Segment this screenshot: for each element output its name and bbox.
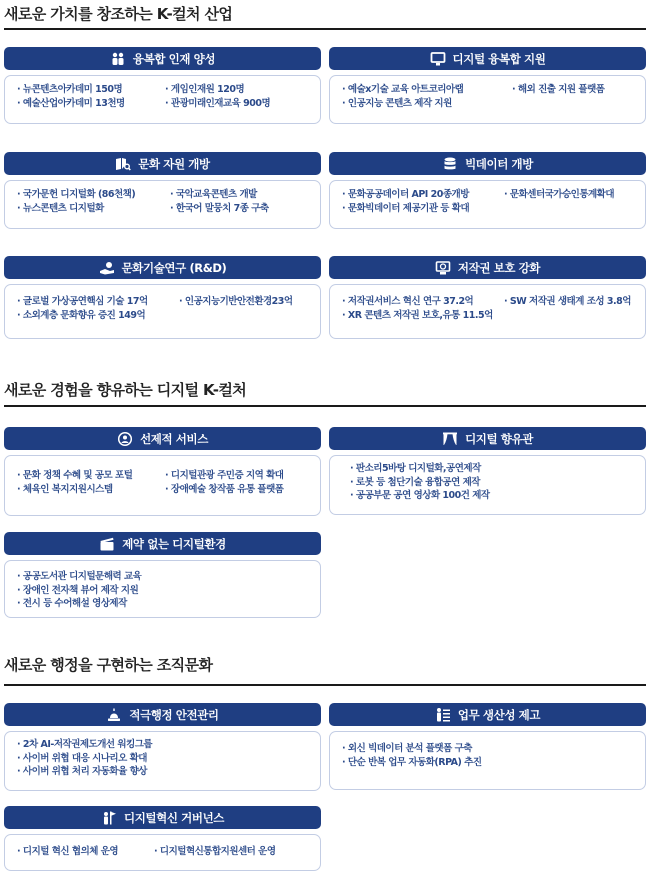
section-divider xyxy=(4,405,646,407)
list-item: · 체육인 복지지원시스템 xyxy=(17,483,113,495)
section-title-digital-k-culture: 새로운 경험을 향유하는 디지털 K-컬처 xyxy=(4,381,247,399)
list-row xyxy=(17,202,312,216)
card-copyright xyxy=(329,256,646,339)
card-header xyxy=(329,427,646,450)
list-row xyxy=(17,483,312,497)
list-item: · 사이버 위협 처리 자동화율 향상 xyxy=(17,766,147,777)
card-body xyxy=(4,560,321,618)
list-row xyxy=(17,469,312,483)
list-row xyxy=(17,309,312,323)
list-item: · 디지털 혁신 협의체 운영 xyxy=(17,846,119,857)
card-productivity xyxy=(329,703,646,790)
alarm-icon xyxy=(106,707,122,723)
card-title: 디지털 향유관 xyxy=(465,431,533,446)
card-title: 제약 없는 디지털환경 xyxy=(122,536,226,551)
list-item: · 인공지능기반안전환경23억 xyxy=(179,296,293,307)
card-header xyxy=(329,703,646,726)
list-item: · 저작권서비스 혁신 연구 37.2억 xyxy=(342,296,474,307)
card-title: 선제적 서비스 xyxy=(140,431,208,446)
card-digital-convergence xyxy=(329,47,646,124)
list-item: · 소외계층 문화향유 증진 149억 xyxy=(17,309,146,321)
card-title: 업무 생산성 제고 xyxy=(457,707,541,722)
list-item: · SW 저작권 생태계 조성 3.8억 xyxy=(504,296,631,307)
list-item: · 게임인재원 120명 xyxy=(165,84,245,95)
list-item: · 글로벌 가상공연핵심 기술 17억 xyxy=(17,296,148,307)
card-header xyxy=(4,427,321,450)
card-body xyxy=(4,180,321,229)
list-row xyxy=(342,295,637,309)
list-item: · 인공지능 콘텐츠 제작 지원 xyxy=(342,97,452,109)
card-body xyxy=(4,834,321,871)
list-item: · 단순 반복 업무 자동화(RPA) 추진 xyxy=(342,756,482,768)
card-body xyxy=(329,75,646,124)
list-item: · 한국어 말뭉치 7종 구축 xyxy=(170,202,269,214)
service-icon xyxy=(117,431,133,447)
card-digital-theater xyxy=(329,427,646,515)
theater-icon xyxy=(442,431,458,447)
list-item: · 디지털관광 주민증 지역 확대 xyxy=(165,470,284,481)
list-item: · 공공부문 공연 영상화 100건 제작 xyxy=(350,490,490,501)
card-body xyxy=(4,284,321,339)
list-item: · 사이버 위협 대응 시나리오 확대 xyxy=(17,752,147,764)
people-icon xyxy=(110,51,126,67)
list-item: · 관광미래인재교육 900명 xyxy=(165,97,271,109)
card-title: 저작권 보호 강화 xyxy=(457,260,541,275)
list-item: · 장애인 전자책 뷰어 제작 지원 xyxy=(17,584,139,596)
card-header xyxy=(329,47,646,70)
section-divider xyxy=(4,684,646,686)
section-title-k-culture-industry: 새로운 가치를 창조하는 K-컬처 산업 xyxy=(4,5,233,23)
card-title: 빅데이터 개방 xyxy=(465,156,533,171)
card-header xyxy=(4,703,321,726)
list-row xyxy=(17,188,312,202)
card-barrier-free-digital xyxy=(4,532,321,618)
card-body xyxy=(329,180,646,229)
list-row xyxy=(342,97,637,111)
list-row xyxy=(17,295,312,309)
list-item: · 공공도서관 디지털문해력 교육 xyxy=(17,571,142,582)
card-header xyxy=(4,806,321,829)
card-culture-tech-rnd xyxy=(4,256,321,339)
list-item: · 문화공공데이터 API 20종개방 xyxy=(342,189,469,200)
list-item: · 장애예술 창작품 유통 플랫폼 xyxy=(165,483,284,495)
section-title-administration: 새로운 행정을 구현하는 조직문화 xyxy=(4,656,213,674)
list-item: · 외신 빅데이터 분석 플랫폼 구축 xyxy=(342,743,472,754)
card-digital-governance xyxy=(4,806,321,871)
card-body xyxy=(329,731,646,790)
card-body xyxy=(4,455,321,516)
list-item: · 국가문헌 디지털화 (86천책) xyxy=(17,189,136,200)
card-title: 디지털혁신 거버넌스 xyxy=(124,810,224,825)
card-title: 문화기술연구 (R&D) xyxy=(121,260,227,275)
card-header xyxy=(4,532,321,555)
card-header xyxy=(4,152,321,175)
database-icon xyxy=(442,156,458,172)
card-proactive-safety xyxy=(4,703,321,791)
card-title: 적극행정 안전관리 xyxy=(129,707,219,722)
card-title: 융복합 인재 양성 xyxy=(132,51,216,66)
list-row xyxy=(17,845,312,859)
list-item: · 로봇 등 첨단기술 융합공연 제작 xyxy=(350,476,480,488)
research-icon xyxy=(99,260,115,276)
card-body xyxy=(329,284,646,339)
list-item: · 국악교육콘텐츠 개발 xyxy=(170,189,257,200)
list-item: · 디지털혁신통합지원센터 운영 xyxy=(154,846,276,857)
list-row xyxy=(17,83,312,97)
card-header xyxy=(329,152,646,175)
card-big-data xyxy=(329,152,646,229)
productivity-icon xyxy=(435,707,451,723)
card-title: 문화 자원 개방 xyxy=(138,156,210,171)
monitor-icon xyxy=(430,51,446,67)
list-item: · 전시 등 수어해설 영상제작 xyxy=(17,598,127,609)
list-item: · 문화 정책 수혜 및 공모 포털 xyxy=(17,470,133,481)
card-body xyxy=(4,75,321,124)
list-item: · 판소리5바탕 디지털화,공연제작 xyxy=(350,463,481,474)
card-header xyxy=(329,256,646,279)
card-title: 디지털 융복합 지원 xyxy=(452,51,546,66)
list-item: · 문화센터국가승인통계확대 xyxy=(504,189,615,200)
card-body xyxy=(329,455,646,515)
list-row xyxy=(342,309,637,323)
list-row xyxy=(17,97,312,111)
list-item: · 뉴스콘텐츠 디지털화 xyxy=(17,202,104,214)
list-item: · 해외 진출 지원 플랫폼 xyxy=(512,84,605,95)
copyright-icon xyxy=(435,260,451,276)
card-proactive-service xyxy=(4,427,321,516)
card-body xyxy=(4,731,321,791)
list-item: · 뉴콘텐츠아카데미 150명 xyxy=(17,84,123,95)
governance-icon xyxy=(101,810,117,826)
list-row xyxy=(342,83,637,97)
list-item: · 2차 AI-저작권제도개선 워킹그룹 xyxy=(17,739,153,750)
card-header xyxy=(4,47,321,70)
section-divider xyxy=(4,28,646,30)
list-item: · XR 콘텐츠 저작권 보호,유통 11.5억 xyxy=(342,309,493,321)
card-culture-resources xyxy=(4,152,321,229)
list-item: · 예술산업아카데미 13천명 xyxy=(17,97,125,109)
book-search-icon xyxy=(115,156,131,172)
card-header xyxy=(4,256,321,279)
clapper-icon xyxy=(99,536,115,552)
card-talent xyxy=(4,47,321,124)
list-row xyxy=(342,202,637,216)
list-item: · 예술x기술 교육 아트코리아랩 xyxy=(342,84,464,95)
list-row xyxy=(342,188,637,202)
list-item: · 문화빅데이터 제공기관 등 확대 xyxy=(342,202,470,214)
